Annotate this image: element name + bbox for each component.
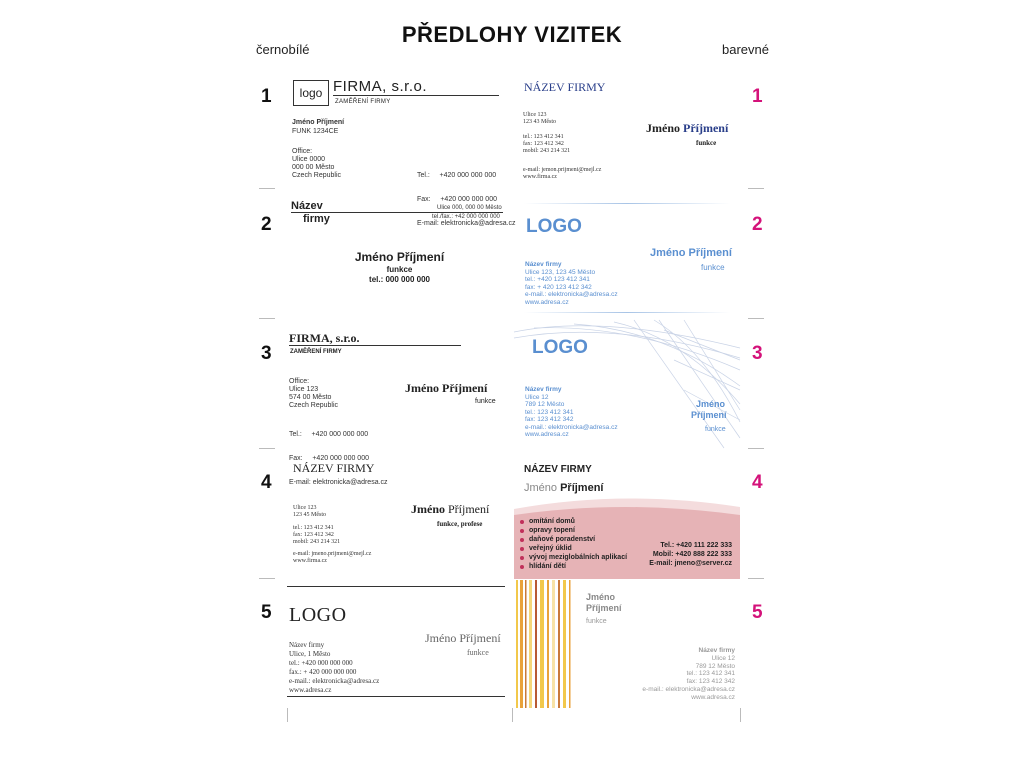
person-name: Jméno Příjmení: [425, 631, 501, 645]
crop-mark: [287, 708, 288, 722]
service-item: omítání domů: [520, 517, 627, 526]
last-name: Příjmení: [448, 502, 490, 516]
row-number-bw-1: 1: [261, 86, 272, 107]
crop-mark: [748, 578, 764, 579]
decor-line: [524, 312, 730, 313]
office-line: Ulice 123: [289, 386, 319, 393]
contact-line: E-mail: elektronicka@adresa.cz: [417, 220, 516, 227]
last-name: Příjmení: [683, 121, 729, 135]
person-name: [646, 121, 728, 136]
service-item: vývoj meziglobálních aplikací: [520, 553, 627, 562]
row-number-color-5: 5: [752, 602, 763, 623]
logo-text: LOGO: [526, 216, 582, 237]
logo-text: LOGO: [532, 337, 588, 358]
website: www.firma.cz: [293, 558, 327, 564]
row-number-bw-4: 4: [261, 472, 272, 493]
person-name: Jméno Příjmení: [650, 247, 732, 259]
crop-mark: [748, 448, 764, 449]
contact-line: Mobil: +420 888 222 333: [652, 551, 732, 558]
crop-mark: [748, 318, 764, 319]
office-line: Czech Republic: [292, 172, 342, 179]
office-line: 000 00 Město: [292, 164, 335, 171]
page-title: PŘEDLOHY VIZITEK: [401, 22, 623, 47]
contact-line: Fax: +420 000 000 000: [417, 196, 497, 203]
info-line: 789 12 Město: [695, 662, 735, 670]
bw-card-2: [287, 196, 512, 318]
firm-name: NÁZEV FIRMY: [293, 461, 375, 475]
info-line: Název firmy: [525, 386, 562, 393]
service-item: hlídání dětí: [520, 562, 627, 571]
divider: [289, 345, 461, 346]
address-line: 123 45 Město: [293, 512, 326, 518]
divider-bottom: [287, 696, 505, 697]
last-name: Příjmení: [560, 482, 604, 494]
first-name: Jméno: [411, 502, 448, 516]
row-number-color-4: 4: [752, 472, 763, 493]
divider: [291, 212, 503, 213]
info-line: Ulice 12: [525, 393, 549, 401]
person-function: funkce, profese: [437, 520, 483, 528]
stripe-pattern: [514, 580, 574, 708]
first-name: Jméno: [646, 121, 683, 135]
email: e-mail: jemon.prijmeni@mejl.cz: [523, 167, 602, 173]
office-line: Ulice 0000: [292, 156, 326, 163]
person-function: funkce: [696, 139, 717, 147]
info-line: www.adresa.cz: [525, 298, 569, 306]
office-line: 574 00 Město: [289, 394, 332, 401]
contact-line: Tel.: +420 000 000 000: [417, 172, 497, 179]
decor-line: [524, 203, 730, 204]
firm-focus: ZAMĚŘENÍ FIRMY: [290, 349, 342, 355]
row-number-bw-2: 2: [261, 214, 272, 235]
person-function: FUNK 1234CE: [292, 128, 339, 135]
color-card-2: [514, 196, 740, 318]
firm-name-line2: firmy: [303, 213, 330, 225]
firm-name-line1: Název: [291, 200, 323, 212]
info-line: tel.: 123 412 341: [525, 408, 574, 416]
info-line: www.adresa.cz: [691, 693, 735, 701]
info-line: Ulice 123, 123 45 Město: [525, 268, 596, 276]
info-line: www.adresa.cz: [289, 686, 332, 694]
bw-column-label: černobílé: [256, 42, 310, 57]
person-name: Jméno Příjmení: [405, 381, 488, 395]
logo-box: logo: [293, 80, 329, 106]
row-number-color-1: 1: [752, 86, 763, 107]
website: www.firma.cz: [523, 174, 557, 180]
info-line: 789 12 Město: [525, 401, 565, 408]
crop-mark: [259, 188, 275, 189]
row-number-color-3: 3: [752, 343, 763, 364]
info-line: tel.: +420 123 412 341: [525, 276, 590, 283]
phone: tel.: 000 000 000: [369, 275, 430, 284]
first-name: Jméno: [524, 482, 561, 494]
color-column-label: barevné: [722, 42, 769, 57]
crop-mark: [740, 708, 741, 722]
service-item: daňové poradenství: [520, 535, 627, 544]
address-line: Ulice 123: [523, 112, 547, 118]
crop-mark: [259, 448, 275, 449]
info-line: Název firmy: [525, 261, 562, 268]
crop-mark: [512, 708, 513, 722]
contact-line: mobil: 243 214 321: [523, 148, 571, 154]
contact-line: E-mail: elektronicka@adresa.cz: [289, 479, 388, 486]
office-line: Czech Republic: [289, 402, 339, 409]
person-function: funkce: [701, 263, 725, 272]
info-line: e-mail.: elektronicka@adresa.cz: [642, 685, 735, 693]
email: e-mail: jmeno.prijmeni@mejl.cz: [293, 551, 372, 557]
person-function: funkce: [705, 426, 726, 433]
info-line: fax: + 420 123 412 342: [525, 283, 592, 291]
person-function: funkce: [467, 648, 489, 657]
office-line: Office:: [292, 148, 313, 155]
info-line: Název firmy: [698, 647, 735, 654]
info-line: Ulice 12: [711, 654, 735, 662]
contact-line: fax: 123 412 342: [523, 141, 564, 147]
info-line: fax: 123 412 342: [525, 416, 574, 423]
contact-line: tel.: 123 412 341: [523, 134, 564, 140]
firm-name: FIRMA, s.r.o.: [289, 331, 360, 345]
person-function: funkce: [475, 398, 496, 405]
row-number-bw-3: 3: [261, 343, 272, 364]
info-line: tel.: 123 412 341: [686, 670, 735, 678]
crop-mark: [748, 188, 764, 189]
info-line: fax.: + 420 000 000 000: [289, 668, 357, 676]
address-line: Ulice 123: [293, 505, 317, 511]
last-name: Příjmení: [586, 603, 622, 613]
firm-name: FIRMA, s.r.o.: [333, 78, 428, 95]
info-line: www.adresa.cz: [525, 431, 569, 438]
color-card-1: [514, 72, 740, 190]
info-line: Ulice, 1 Město: [289, 650, 331, 658]
bw-card-5: [287, 586, 512, 708]
crop-mark: [259, 318, 275, 319]
address: Ulice 000, 000 00 Město: [437, 205, 502, 211]
info-line: fax: 123 412 342: [686, 678, 735, 686]
row-number-color-2: 2: [752, 214, 763, 235]
person-name: [411, 502, 489, 517]
color-card-5: [514, 580, 740, 708]
firm-name: NÁZEV FIRMY: [524, 80, 606, 94]
crop-mark: [259, 578, 275, 579]
contact-line: E-mail: jmeno@server.cz: [649, 560, 732, 567]
info-line: tel.: +420 000 000 000: [289, 659, 353, 667]
last-name: Příjmení: [691, 410, 727, 420]
contact-line: Fax: +420 000 000 000: [289, 455, 369, 462]
person-function: funkce: [586, 618, 607, 625]
tel-fax: tel./fax.: +42 000 000 000: [432, 214, 500, 220]
info-line: e-mail.: elektronicka@adresa.cz: [525, 423, 618, 431]
person-name: Jméno Příjmení: [354, 250, 445, 264]
first-name: Jméno: [586, 592, 616, 602]
service-item: veřejný úklid: [520, 544, 627, 553]
color-card-3: [514, 320, 740, 448]
contact-line: mobil: 243 214 321: [293, 539, 341, 545]
person-name: Jméno Příjmení: [292, 119, 345, 126]
person-function: funkce: [386, 265, 413, 274]
firm-name: NÁZEV FIRMY: [524, 464, 592, 475]
info-line: e-mail.: elektronicka@adresa.cz: [525, 291, 618, 298]
service-item: opravy topení: [520, 526, 627, 535]
person-name: [524, 482, 603, 494]
row-number-bw-5: 5: [261, 602, 272, 623]
contact-line: Tel.: +420 111 222 333: [660, 542, 732, 549]
bw-card-4: [287, 455, 512, 577]
logo-text: LOGO: [289, 604, 347, 626]
office-line: Office:: [289, 378, 310, 385]
color-card-4: [514, 455, 740, 579]
divider-top: [287, 586, 505, 587]
divider: [333, 95, 499, 96]
info-line: e-mail.: elektronicka@adresa.cz: [289, 677, 380, 685]
contact-line: Tel.: +420 000 000 000: [289, 431, 369, 438]
contact-line: tel.: 123 412 341: [293, 525, 334, 531]
firm-focus: ZAMĚŘENÍ FIRMY: [335, 99, 391, 105]
address-line: 123 43 Město: [523, 119, 556, 125]
info-line: Název firmy: [289, 641, 325, 649]
first-name: Jméno: [696, 399, 726, 409]
contact-line: fax: 123 412 342: [293, 532, 334, 538]
